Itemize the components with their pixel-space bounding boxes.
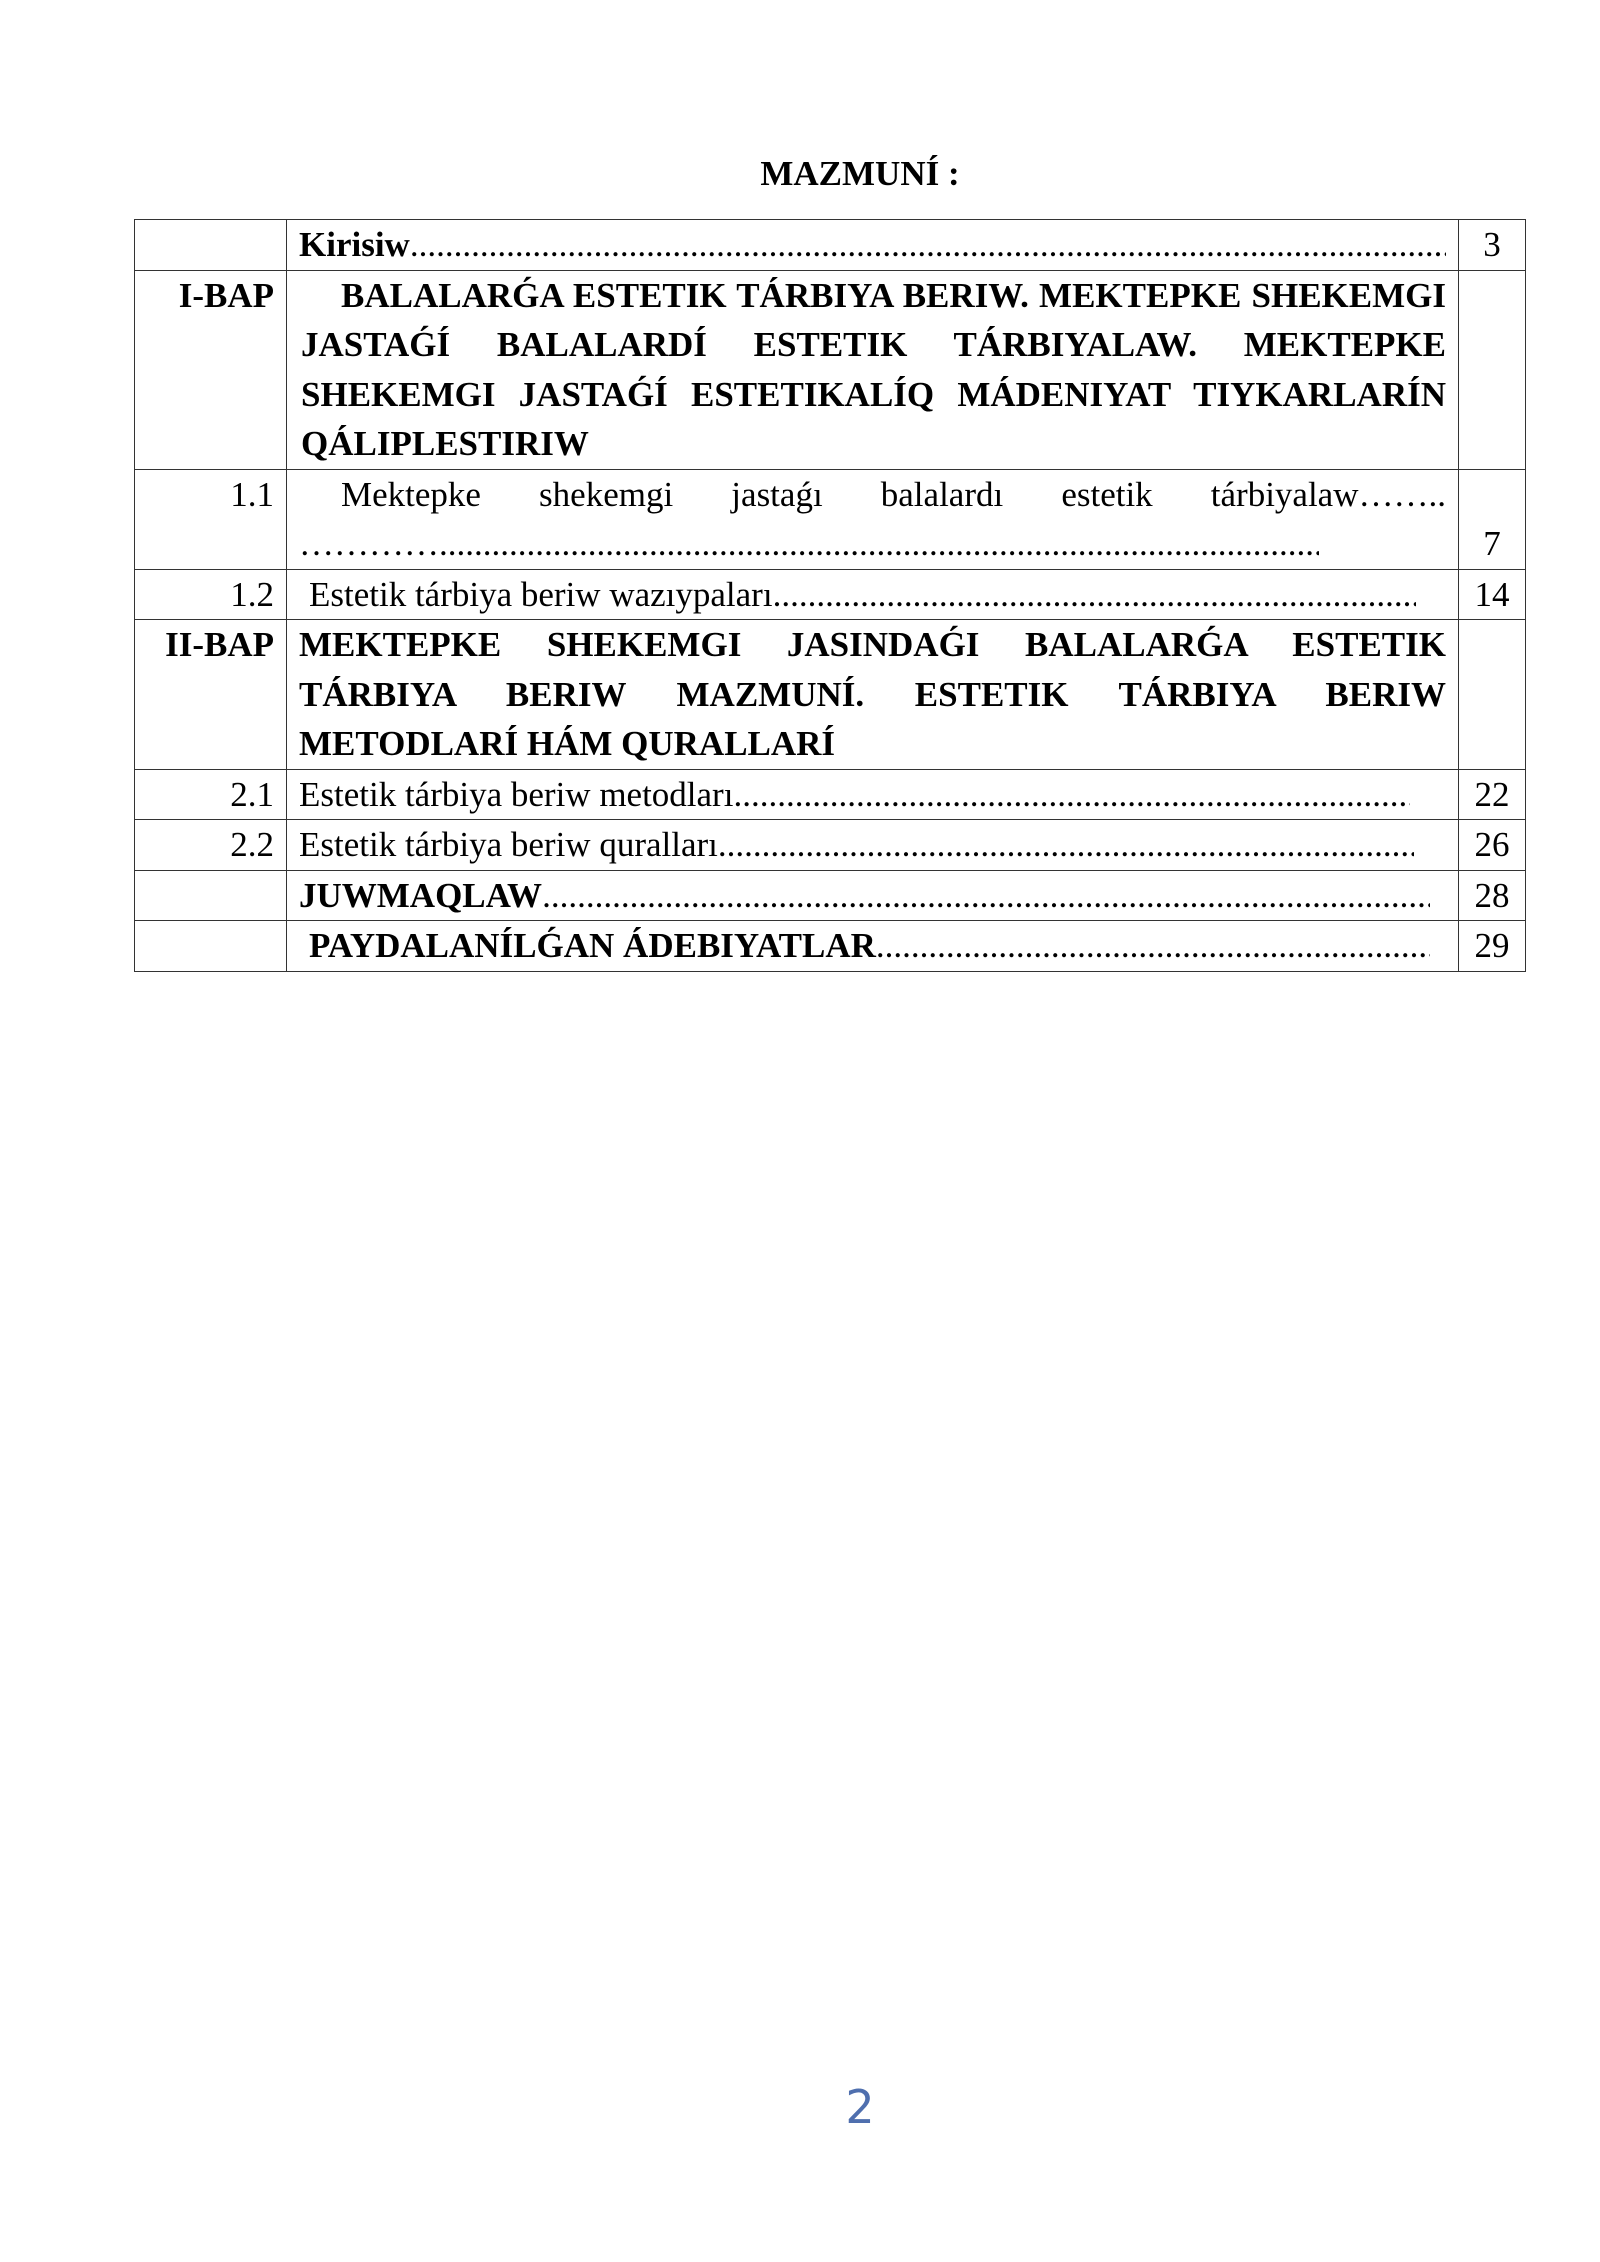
toc-title xyxy=(287,569,1459,620)
toc-row-references xyxy=(135,921,1526,972)
toc-number: 1.1 xyxy=(135,469,287,569)
toc-number: 1.2 xyxy=(135,569,287,620)
toc-page xyxy=(1459,620,1526,770)
dot-leader xyxy=(410,220,1446,270)
toc-page: 26 xyxy=(1459,820,1526,871)
toc-title xyxy=(287,769,1459,820)
toc-row-2-1 xyxy=(135,769,1526,820)
toc-number: I-BAP xyxy=(135,270,287,469)
toc-row-introduction xyxy=(135,220,1526,271)
toc-page: 7 xyxy=(1459,469,1526,569)
dot-leader xyxy=(876,921,1430,971)
table-of-contents xyxy=(134,219,1526,972)
dot-leader xyxy=(773,570,1416,620)
toc-title xyxy=(287,270,1459,469)
dot-leader xyxy=(439,519,1319,569)
toc-row-2-2 xyxy=(135,820,1526,871)
toc-page: 3 xyxy=(1459,220,1526,271)
toc-row-chapter-1 xyxy=(135,270,1526,469)
toc-title-text: Estetik tárbiya beriw metodları xyxy=(299,774,734,814)
toc-title-text-continued: ………… xyxy=(299,524,439,563)
toc-title xyxy=(287,220,1459,271)
toc-title-text: PAYDALANÍLǴAN ÁDEBIYATLAR xyxy=(309,926,876,965)
toc-title-text: Estetik tárbiya beriw quralları xyxy=(299,825,718,864)
toc-page xyxy=(1459,270,1526,469)
page-title: MAZMUNÍ : xyxy=(760,154,960,193)
toc-number xyxy=(135,870,287,921)
toc-title xyxy=(287,921,1459,972)
toc-title-text: Mektepke shekemgi jastaǵı balalardı estetik tárbiyalaw…….. xyxy=(341,474,1446,514)
dot-leader xyxy=(733,770,1410,820)
toc-number xyxy=(135,220,287,271)
toc-title xyxy=(287,469,1459,569)
toc-row-1-1 xyxy=(135,469,1526,569)
toc-row-1-2 xyxy=(135,569,1526,620)
toc-row-conclusion xyxy=(135,870,1526,921)
dot-leader xyxy=(718,820,1414,870)
toc-number: 2.1 xyxy=(135,769,287,820)
toc-page: 14 xyxy=(1459,569,1526,620)
toc-title-text: JUWMAQLAW xyxy=(299,875,543,915)
dot-leader xyxy=(542,871,1430,921)
toc-page: 28 xyxy=(1459,870,1526,921)
toc-number: II-BAP xyxy=(135,620,287,770)
toc-row-chapter-2 xyxy=(135,620,1526,770)
toc-title xyxy=(287,870,1459,921)
toc-title-text: BALALARǴA ESTETIK TÁRBIYA BERIW. MEKTEPKE SHEKEMGI JASTAǴÍ BALALARDÍ ESTETIK TÁRBIYALAW. MEKTEPKE SHEKEMGI JASTAǴÍ ESTETIKALÍQ MÁDENIYAT TIYKARLARÍN QÁLIPLESTIRIW xyxy=(301,275,1446,463)
toc-number xyxy=(135,921,287,972)
toc-page: 29 xyxy=(1459,921,1526,972)
toc-title xyxy=(287,620,1459,770)
toc-page: 22 xyxy=(1459,769,1526,820)
toc-title xyxy=(287,820,1459,871)
page-number: 2 xyxy=(845,2080,875,2134)
toc-number: 2.2 xyxy=(135,820,287,871)
toc-title-text: Kirisiw xyxy=(299,225,410,264)
toc-title-text: MEKTEPKE SHEKEMGI JASINDAǴI BALALARǴA ESTETIK TÁRBIYA BERIW MAZMUNÍ. ESTETIK TÁRBIYA BERIW METODLARÍ HÁM QURALLARÍ xyxy=(299,625,1446,763)
toc-title-text: Estetik tárbiya beriw wazıypaları xyxy=(309,574,773,614)
